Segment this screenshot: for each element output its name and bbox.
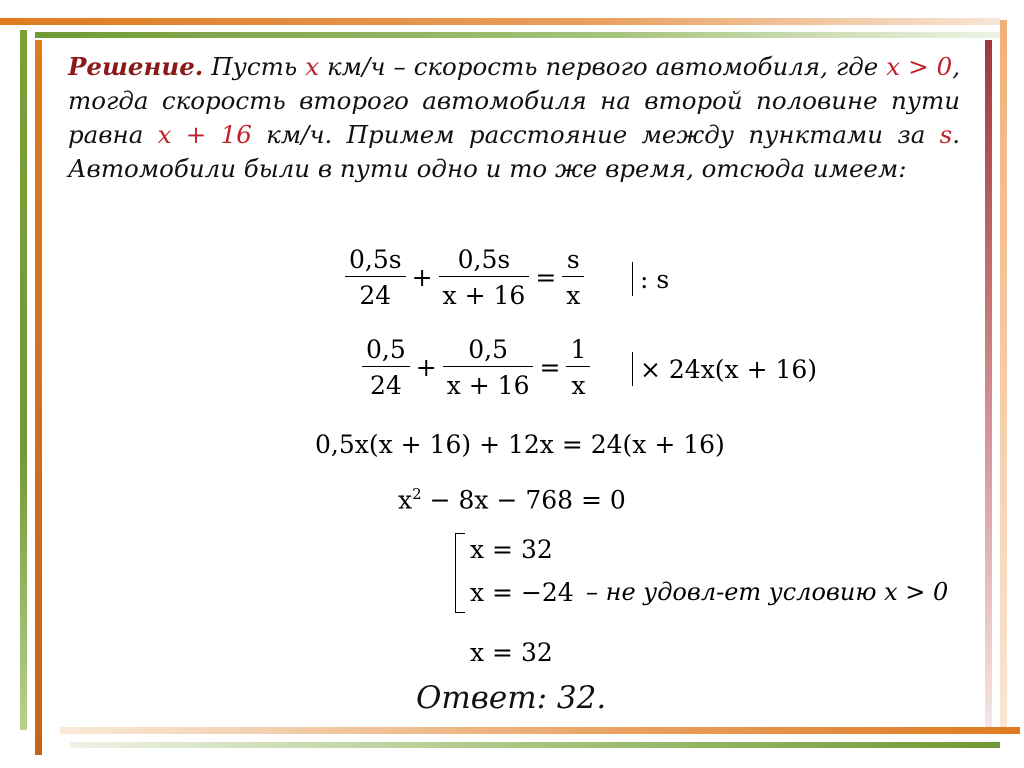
equation-3: 0,5x(x + 16) + 12x = 24(x + 16) (315, 430, 725, 459)
final-root: x = 32 (470, 638, 553, 667)
root-2: x = −24 (470, 578, 574, 607)
denominator: x (571, 371, 586, 400)
speed-expression: x + 16 (157, 120, 252, 149)
top-orange-stripe (0, 18, 1000, 25)
equation-rest: − 8x − 768 = 0 (421, 485, 626, 515)
plus-sign: + (411, 263, 433, 292)
equation-2 (362, 335, 590, 400)
root-2-note: – не удовл-ет условию x > 0 (586, 578, 949, 606)
numerator: 0,5 (443, 335, 534, 367)
right-orange-stripe (1000, 20, 1007, 730)
bottom-green-stripe (70, 742, 1000, 748)
text-seg2: км/ч – скорость первого автомобиля, где (319, 52, 887, 81)
text-seg1: Пусть (203, 52, 306, 81)
var-x: x (305, 52, 320, 81)
text-seg3: , тогда скорость второго автомобиля на второй половине пути равна (68, 52, 961, 149)
denominator: 24 (359, 281, 392, 310)
fraction (566, 335, 590, 400)
text-seg4: км/ч. Примем расстояние между пунктами за (251, 120, 940, 149)
text-seg5: . Автомобили были в пути одно и то же время, отсюда имеем: (68, 120, 960, 183)
roots-bracket (455, 533, 465, 613)
divider-bar (632, 352, 633, 386)
plus-sign: + (415, 353, 437, 382)
denominator: 24 (369, 371, 402, 400)
numerator: 0,5s (345, 245, 406, 277)
left-green-stripe (20, 30, 27, 730)
numerator: 1 (566, 335, 590, 367)
left-orange-stripe (35, 40, 42, 755)
denominator: x (566, 281, 581, 310)
variable: x (398, 485, 413, 515)
fraction (362, 335, 410, 400)
solution-heading: Решение. (68, 52, 204, 81)
equation-2-action: × 24x(x + 16) (640, 355, 818, 384)
var-s: s (939, 120, 953, 149)
equation-4 (398, 485, 626, 514)
top-green-stripe (35, 32, 1000, 38)
divider-bar (632, 262, 633, 296)
denominator: x + 16 (446, 371, 530, 400)
root-1: x = 32 (470, 535, 553, 564)
equals-sign: = (535, 263, 557, 292)
exponent: 2 (412, 485, 422, 503)
fraction (345, 245, 406, 310)
fraction (439, 245, 530, 310)
numerator: s (562, 245, 584, 277)
equation-1 (345, 245, 584, 310)
numerator: 0,5 (362, 335, 410, 367)
condition: x > 0 (886, 52, 953, 81)
fraction (443, 335, 534, 400)
denominator: x + 16 (442, 281, 526, 310)
fraction (562, 245, 584, 310)
answer: Ответ: 32. (416, 680, 607, 716)
numerator: 0,5s (439, 245, 530, 277)
bottom-orange-stripe (60, 727, 1020, 734)
right-red-stripe (985, 40, 992, 730)
solution-paragraph (68, 50, 960, 186)
equation-1-action: : s (640, 265, 670, 294)
equals-sign: = (539, 353, 561, 382)
